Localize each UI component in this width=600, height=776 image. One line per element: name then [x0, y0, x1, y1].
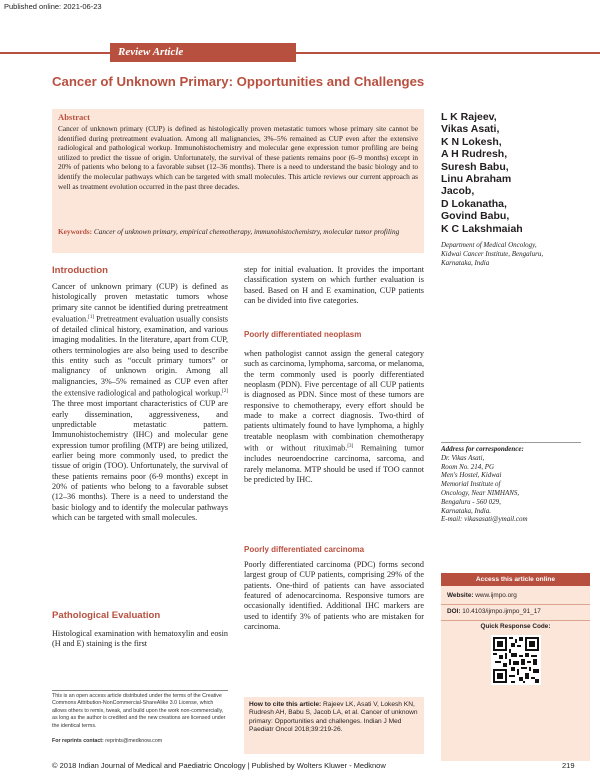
- correspondence-line: Dr. Vikas Asati,: [441, 453, 485, 462]
- reprints-email[interactable]: reprints@medknow.com: [105, 738, 163, 744]
- banner-rule: [0, 52, 600, 54]
- section-label: Review Article: [110, 43, 296, 62]
- ref-3[interactable]: [3]: [347, 444, 354, 450]
- published-date: Published online: 2021-06-23: [4, 2, 102, 11]
- correspondence-box: [441, 442, 581, 524]
- author: L K Rajeev,: [441, 111, 497, 123]
- reprints-label: For reprints contact:: [52, 738, 104, 744]
- reprints-note: [52, 738, 162, 744]
- qr-label: Quick Response Code:: [480, 623, 551, 630]
- website-row: [447, 592, 517, 599]
- author-list: [441, 111, 591, 235]
- license-note: This is an open access article distributed under the terms of the Creative Commons Attribution-NonCommercial-ShareAlike 3.0 License, which allows others to remix, tweak, and build upon the work non-commercially, as long as the author is credited and the new creations are licensed under the identical terms.: [52, 690, 228, 730]
- author: K N Lokesh,: [441, 135, 502, 148]
- correspondence-line: Karnataka, India.: [441, 506, 491, 515]
- author: K C Lakshmaiah: [441, 222, 523, 235]
- correspondence-line: Memorial Institute of: [441, 480, 501, 489]
- correspondence-line: Oncology, Near NIMHANS,: [441, 488, 520, 497]
- ref-1[interactable]: [1]: [88, 315, 94, 321]
- introduction-body: [52, 282, 228, 523]
- doi-row: [447, 608, 541, 615]
- author: D Lokanatha,: [441, 197, 507, 210]
- correspondence-heading: Address for correspondence:: [441, 445, 524, 453]
- qr-code-icon[interactable]: [491, 635, 541, 685]
- doi-value[interactable]: 10.4103/ijmpo.ijmpo_91_17: [462, 608, 541, 615]
- access-online-box: [441, 573, 590, 761]
- correspondence-email[interactable]: E-mail: vikasasati@ymail.com: [441, 515, 528, 524]
- intro-text-3: The three most important characteristics of CUP are early dissemination, aggressiveness, and unpredictable metastatic pattern. Immunohistochemistry (IHC) and molecular gene expression tumor profiling (MTP) are being utilized, earlier being more commonly used, to predict the tissue of origin (TOO). Unfortunately, the survival of these patients remains poor (6-9 months) except in 20% of patients who belong to a favorable subset (12–36 months). There is a need to understand the basic biology and to identify the molecular pathways which can be targeted with small molecules.: [52, 399, 228, 523]
- ref-2[interactable]: [2]: [222, 389, 228, 395]
- keywords-label: Keywords:: [58, 227, 93, 236]
- neoplasm-text-1: when pathologist cannot assign the general category such as carcinoma, lymphoma, sarcoma, or melanoma, the term commonly used is poorly differentiated neoplasm (PDN). Five percentage of all CUP patients is diagnosed as PDN. Since most of these tumors are responsive to chemotherapy, every effort should be made to make a correct diagnosis. Two-third of patients ultimately found to have lymphoma, a highly treatable neoplasm with combination chemotherapy with or without rituximab.: [244, 349, 424, 453]
- footer-copyright: © 2018 Indian Journal of Medical and Paediatric Oncology | Published by Wolters Kluwer - Medknow: [52, 761, 386, 770]
- access-divider: [441, 604, 590, 605]
- affiliation: Department of Medical Oncology, Kidwai Cancer Institute, Bengaluru, Karnataka, India: [441, 241, 544, 267]
- correspondence-line: Room No. 214, PG: [441, 462, 495, 471]
- author: Vikas Asati,: [441, 123, 500, 136]
- author: Linu Abraham: [441, 173, 512, 186]
- doi-label: DOI:: [447, 608, 461, 615]
- article-title: Cancer of Unknown Primary: Opportunities and Challenges: [52, 74, 425, 89]
- access-heading: Access this article online: [441, 573, 590, 586]
- poorly-diff-neoplasm-body: [244, 349, 424, 485]
- pathological-body: Histological examination with hematoxylin and eosin (H and E) staining is the first: [52, 629, 228, 649]
- citation-text: Rajeev LK, Asati V, Lokesh KN, Rudresh AH, Babu S, Jacob LA, et al. Cancer of unknown primary: Opportunities and challenges. Indian J Med Paediatr Oncol 2018;39:219-26.: [249, 701, 418, 733]
- poorly-diff-carcinoma-heading: Poorly differentiated carcinoma: [244, 545, 365, 554]
- intro-text-2: Pretreatment evaluation usually consists of detailed clinical history, examination, and various imaging modalities. In the literature, apart from CUP, others terminologies are also being used to describe this entity such as “occult primary tumors” or malignancy of unknown origin. Among all malignancies, 3%–5% remained as CUP even after the extensive radiological and pathological workup.: [52, 314, 228, 398]
- poorly-diff-neoplasm-heading: Poorly differentiated neoplasm: [244, 330, 362, 339]
- introduction-heading: Introduction: [52, 265, 108, 276]
- pathological-heading: Pathological Evaluation: [52, 610, 161, 621]
- correspondence-line: Men's Hostel, Kidwai: [441, 471, 502, 480]
- website-label: Website:: [447, 592, 474, 599]
- keywords-box: [52, 223, 424, 253]
- poorly-diff-carcinoma-body: Poorly differentiated carcinoma (PDC) forms second largest group of CUP patients, comprising 29% of the patients. One-third of patients can have associated featured of adenocarcinoma. Responsive tumors are occasionally identified. Additional IHC markers are used to identify 3% of patients who are mistaken for carcinoma.: [244, 560, 424, 632]
- author: Govind Babu,: [441, 210, 510, 223]
- website-link[interactable]: www.ijmpo.org: [475, 592, 517, 599]
- citation-box: [244, 697, 424, 754]
- neoplasm-text-2: Remaining tumor includes neuroendocrine carcinoma, sarcoma, and rarely melanoma. MTP should be used if TOO cannot be predicted by IHC.: [244, 443, 424, 484]
- section-banner: [0, 43, 600, 62]
- intro-text-1: Cancer of unknown primary (CUP) is defined as histologically proven metastatic tumors whose primary site cannot be identified during pretreatment evaluation.: [52, 282, 228, 324]
- abstract-heading: Abstract: [58, 112, 90, 122]
- access-divider: [441, 620, 590, 621]
- abstract-text: Cancer of unknown primary (CUP) is defined as histologically proven metastatic tumors whose primary site cannot be identified during pretreatment evaluation. Among all malignancies, 3%–5% remained as CUP even after the extensive radiological and pathological workup. Immunohistochemistry and molecular gene expression tumor profiling are being utilized to predict the tissue of origin. Unfortunately, the survival of these patients remains poor (6–9 months) except in 20% of patients who belong to a favorable subset (12–36 months). There is a need to understand the basic biology and to identify the molecular pathways which can be targeted with small molecules. This article reviews our current approach as well as treatment evolution occurred in the past three decades.: [58, 124, 418, 191]
- page-number: 219: [562, 761, 575, 770]
- author: Suresh Babu,: [441, 160, 509, 173]
- col2-intro-text: step for initial evaluation. It provides the important classification system on which further evaluation is based. Based on H and E examination, CUP patients can be divided into five categories.: [244, 265, 424, 306]
- author: A H Rudresh,: [441, 148, 508, 161]
- author: Jacob,: [441, 185, 475, 198]
- citation-label: How to cite this article:: [249, 701, 322, 708]
- keywords-text: [58, 227, 418, 236]
- correspondence-line: Bengaluru - 560 029,: [441, 497, 501, 506]
- keywords-list: Cancer of unknown primary, empirical chemotherapy, immunohistochemistry, molecular tumor profiling: [93, 227, 400, 236]
